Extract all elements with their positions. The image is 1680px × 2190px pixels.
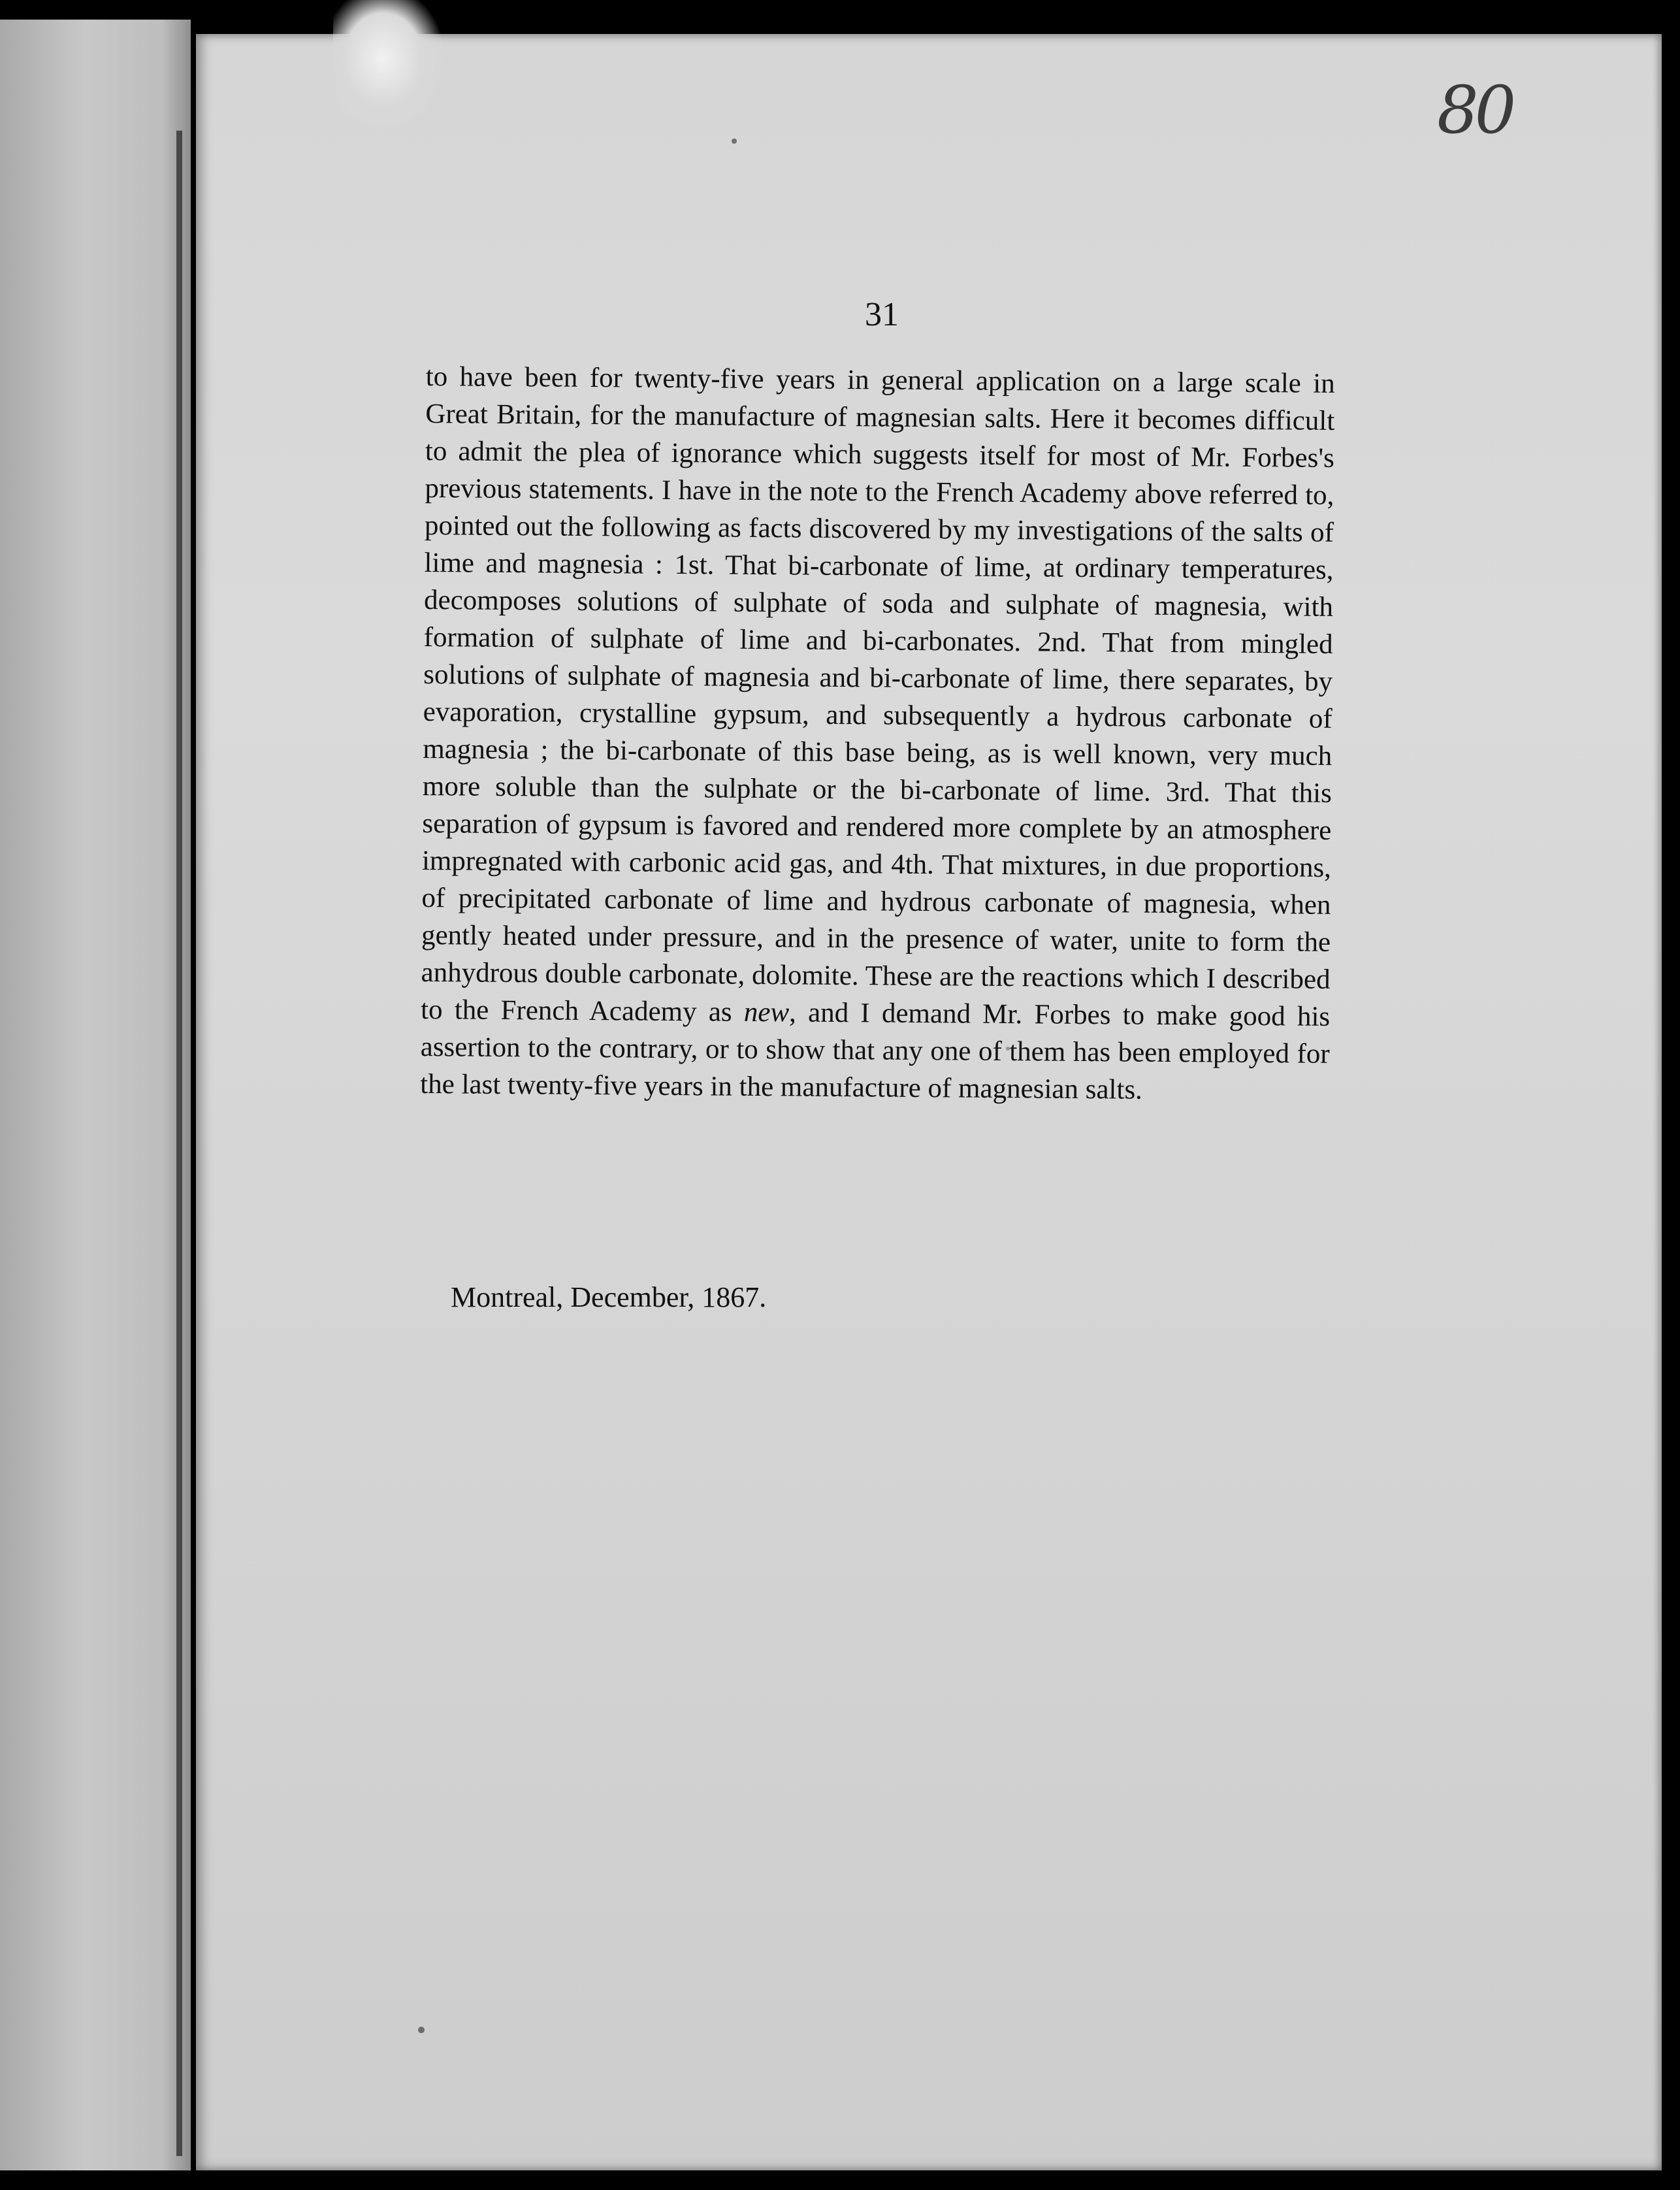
body-text-segment: , and I demand Mr. Forbes to make good his assertion to the contrary, or to show that any one of them has been employed for the last twenty-five years in the manufacture of magnesian salts. bbox=[420, 997, 1331, 1105]
body-text-segment: to have been for twenty-five years in general application on a large scale in Great Britain, for the manufacture of magnesian salts. Here it becomes difficult to admit the plea of ignorance which suggests itself for most of Mr. Forbes's previous statements. I have in the note to the French Academy above referred to, pointed out the following as facts discovered by my investigations of the salts of lime and magnesia : 1st. That bi-carbonate of lime, at ordinary temperatures, decomposes solutions of sulphate of soda and sulphate of magnesia, with formation of sulphate of lime and bi-carbonates. 2nd. That from mingled solutions of sulphate of magnesia and bi-carbonate of lime, there separates, by evaporation, crystalline gypsum, and subsequently a hydrous carbonate of magnesia ; the bi-carbonate of this base being, as is well known, very much more soluble than the sulphate or the bi-carbonate of lime. 3rd. That this separation of gypsum is favored and rendered more complete by an atmosphere impregnated with carbonic acid gas, and 4th. That mixtures, in due proportions, of precipitated carbonate of lime and hydrous carbonate of magnesia, when gently heated under pressure, and in the presence of water, unite to form the anhydrous double carbonate, dolomite. These are the reactions which I described to the French Academy as bbox=[420, 361, 1335, 1028]
place-date-signoff: Montreal, December, 1867. bbox=[451, 1281, 767, 1313]
page-number: 31 bbox=[865, 296, 899, 333]
paper-speck bbox=[418, 2027, 425, 2033]
body-paragraph bbox=[420, 358, 1335, 1110]
left-page-edge bbox=[0, 20, 191, 2170]
paper-speck bbox=[732, 139, 737, 144]
body-text-emphasis: new bbox=[743, 996, 790, 1028]
handwritten-archive-number: 80 bbox=[1437, 72, 1513, 148]
binding-shadow bbox=[176, 131, 182, 2156]
torn-corner bbox=[333, 0, 444, 131]
